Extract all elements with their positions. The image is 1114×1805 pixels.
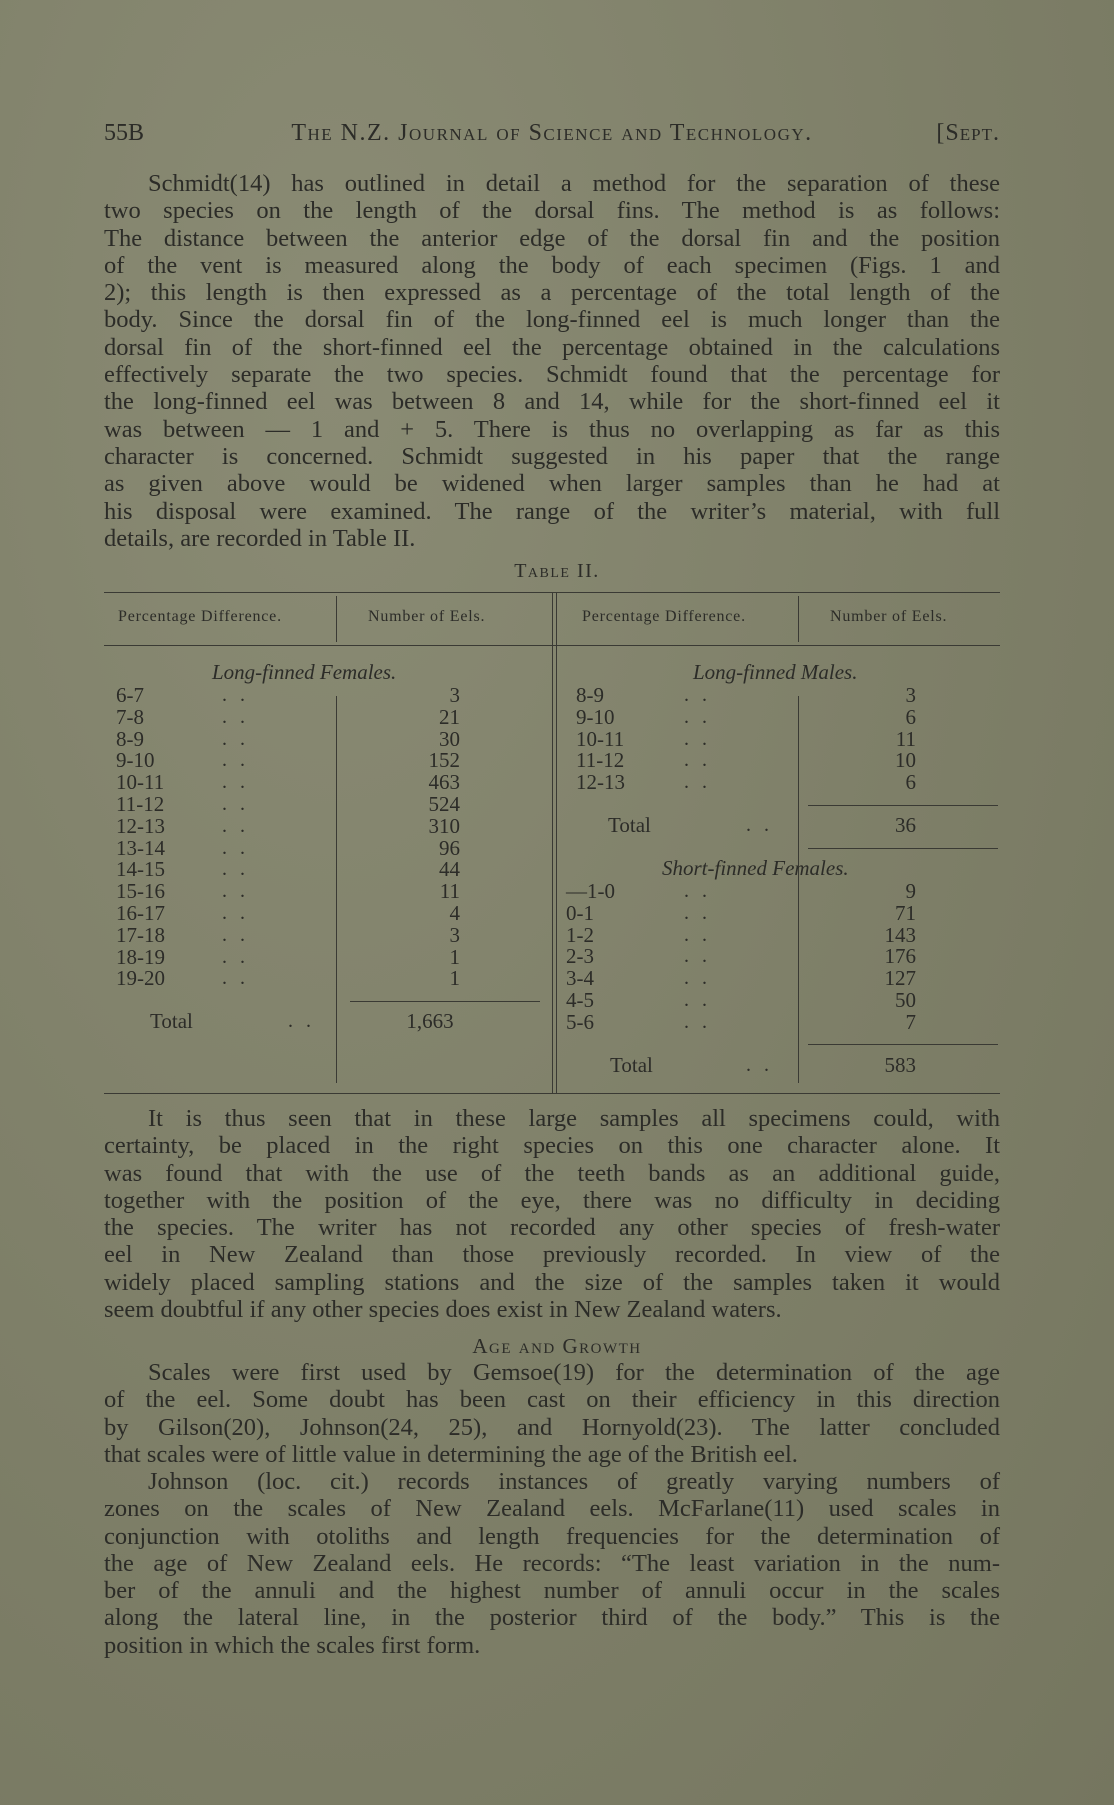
subheading-short-finned-females: Short-finned Females. (662, 856, 849, 880)
row-range: 9-10 (116, 748, 155, 773)
text-line: ber of the annuli and the highest number of annuli occur in the scales (104, 1577, 1000, 1605)
text-line: the species. The writer has not recorded any other species of fresh-water (104, 1214, 1000, 1242)
text-line: body. Since the dorsal fin of the long-finned eel is much longer than the (104, 306, 1000, 334)
leader-dots: . . (222, 967, 249, 990)
text-line: It is thus seen that in these large samples all specimens could, with (148, 1105, 1000, 1132)
total-value: 36 (895, 813, 916, 837)
row-count: 152 (428, 748, 460, 773)
leader-dots: . . (222, 923, 249, 946)
row-range: 16-17 (116, 901, 165, 925)
row-range: 15-16 (116, 879, 165, 904)
text-line: certainty, be placed in the right species on this one character alone. It (104, 1132, 1000, 1160)
row-count: 3 (449, 922, 460, 947)
row-count: 143 (884, 922, 916, 947)
row-range: 11-12 (576, 748, 625, 773)
text-line: dorsal fin of the short-finned eel the percentage obtained in the calculations (104, 333, 1000, 361)
row-count: 524 (428, 792, 460, 816)
header-num-left: Number of Eels. (368, 608, 486, 625)
row-range: 5-6 (566, 1009, 594, 1034)
text-line: position in which the scales first form. (104, 1631, 481, 1659)
row-range: 11-12 (116, 792, 165, 816)
row-range: 1-2 (566, 922, 594, 947)
row-range: 10-11 (116, 770, 165, 795)
paragraph-schmidt-method (104, 170, 1000, 552)
section-heading: Age and Growth (472, 1334, 642, 1358)
row-count: 6 (905, 704, 916, 729)
paragraph-conclusion (104, 1105, 1000, 1323)
col-divider (336, 696, 337, 1083)
journal-title: The N.Z. Journal of Science and Technology. (291, 120, 813, 146)
total-label: Total (608, 813, 651, 837)
leader-dots: . . (222, 727, 249, 750)
row-range: 19-20 (116, 966, 165, 991)
row-range: 6-7 (116, 683, 144, 707)
total-value: 583 (884, 1053, 916, 1077)
row-count: 6 (905, 770, 916, 795)
leader-dots: . . (222, 902, 249, 924)
total-rule (808, 1044, 998, 1045)
header-pct-left: Percentage Difference. (118, 608, 282, 625)
page-number: 55B (104, 120, 145, 146)
row-count: 11 (439, 879, 460, 904)
leader-dots: . . (684, 1010, 711, 1033)
text-line: was between — 1 and + 5. There is thus no overlapping as far as this (104, 415, 1000, 443)
paragraph-johnson (104, 1468, 1000, 1659)
leader-dots: . . (684, 989, 711, 1011)
row-count: 71 (895, 900, 916, 925)
row-range: 4-5 (566, 988, 594, 1012)
row-range: 12-13 (576, 770, 625, 795)
row-count: 7 (905, 1009, 916, 1034)
leader-dots: . . (684, 749, 711, 772)
leader-dots: . . (222, 836, 249, 859)
row-range: 8-9 (116, 726, 144, 751)
leader-dots: . . (222, 705, 249, 728)
text-line: Schmidt(14) has outlined in detail a method for the separation of these (148, 170, 1000, 197)
row-count: 310 (428, 813, 460, 838)
text-line: widely placed sampling stations and the size of the samples taken it would (104, 1268, 1000, 1296)
issue-month: [Sept. (936, 120, 1000, 146)
row-range: 7-8 (116, 704, 144, 729)
row-count: 1 (449, 944, 460, 969)
row-range: 18-19 (116, 944, 165, 969)
leader-dots: . . (684, 967, 711, 990)
text-line: of the eel. Some doubt has been cast on their efficiency in this direction (104, 1386, 1000, 1414)
col-divider (798, 596, 799, 642)
leader-dots: . . (684, 684, 711, 706)
header-num-right: Number of Eels. (830, 608, 948, 625)
row-range: 13-14 (116, 835, 165, 860)
text-line: along the lateral line, in the posterior third of the body.” This is the (104, 1604, 1000, 1632)
row-range: 14-15 (116, 857, 165, 882)
row-range: 9-10 (576, 704, 615, 729)
leader-dots: . . (684, 945, 711, 968)
total-label: Total (610, 1053, 653, 1077)
row-count: 3 (905, 683, 916, 707)
text-line: details, are recorded in Table II. (104, 524, 416, 552)
leader-dots: . . (222, 814, 249, 837)
text-line: was found that with the use of the teeth bands as an additional guide, (104, 1159, 1000, 1187)
text-line: conjunction with otoliths and length frequencies for the determination of (104, 1522, 1000, 1550)
row-range: 3-4 (566, 966, 594, 991)
col-divider (798, 696, 799, 1083)
leader-dots: . . (222, 771, 249, 794)
col-divider (336, 596, 337, 642)
total-label: Total (150, 1009, 193, 1033)
text-line: effectively separate the two species. Schmidt found that the percentage for (104, 361, 1000, 389)
text-line: as given above would be widened when larger samples than he had at (104, 470, 1000, 498)
leader-dots: . . (222, 945, 249, 968)
leader-dots: . . (746, 814, 773, 836)
leader-dots: . . (684, 727, 711, 750)
row-count: 11 (895, 726, 916, 751)
table-caption: Table II. (514, 560, 600, 582)
leader-dots: . . (288, 1010, 315, 1032)
text-line: the long-finned eel was between 8 and 14, while for the short-finned eel it (104, 388, 1000, 416)
text-line: the age of New Zealand eels. He records: “The least variation in the num- (104, 1549, 1000, 1577)
leader-dots: . . (684, 705, 711, 728)
row-count: 127 (884, 966, 916, 991)
text-line: Johnson (loc. cit.) records instances of greatly varying numbers of (148, 1468, 1000, 1495)
text-line: by Gilson(20), Johnson(24, 25), and Hornyold(23). The latter concluded (104, 1413, 1000, 1441)
leader-dots: . . (222, 858, 249, 881)
leader-dots: . . (684, 880, 711, 902)
row-count: 10 (895, 748, 916, 773)
col-divider (552, 592, 553, 1093)
row-count: 30 (439, 726, 460, 751)
leader-dots: . . (222, 880, 249, 903)
text-line: The distance between the anterior edge of the dorsal fin and the position (104, 224, 1000, 252)
row-range: 17-18 (116, 922, 165, 947)
leader-dots: . . (684, 901, 711, 924)
text-line: eel in New Zealand than those previously recorded. In view of the (104, 1241, 1000, 1269)
header-pct-right: Percentage Difference. (582, 608, 746, 625)
leader-dots: . . (222, 684, 249, 706)
row-count: 21 (439, 704, 460, 729)
running-header (104, 120, 1000, 156)
total-rule (350, 1001, 540, 1002)
row-range: —1-0 (566, 879, 615, 903)
subheading-long-finned-males: Long-finned Males. (693, 660, 858, 684)
text-line: his disposal were examined. The range of the writer’s material, with full (104, 497, 1000, 525)
row-count: 44 (439, 857, 460, 882)
text-line: character is concerned. Schmidt suggested in his paper that the range (104, 442, 1000, 470)
row-count: 9 (905, 879, 916, 903)
row-count: 463 (428, 770, 460, 795)
total-value: 1,663 (406, 1009, 454, 1033)
text-line: seem doubtful if any other species does exist in New Zealand waters. (104, 1296, 782, 1324)
text-line: that scales were of little value in determining the age of the British eel. (104, 1440, 798, 1468)
row-range: 10-11 (576, 726, 625, 751)
text-line: zones on the scales of New Zealand eels. McFarlane(11) used scales in (104, 1495, 1000, 1523)
table-bottom-rule (104, 1093, 1000, 1094)
row-range: 8-9 (576, 683, 604, 707)
text-line: 2); this length is then expressed as a percentage of the total length of the (104, 279, 1000, 307)
row-count: 96 (439, 835, 460, 860)
leader-dots: . . (222, 749, 249, 772)
row-range: 2-3 (566, 944, 594, 969)
row-count: 1 (449, 966, 460, 991)
total-rule (808, 805, 998, 806)
leader-dots: . . (746, 1054, 773, 1076)
text-line: two species on the length of the dorsal fins. The method is as follows: (104, 197, 1000, 225)
leader-dots: . . (684, 923, 711, 946)
subheading-long-finned-females: Long-finned Females. (212, 660, 397, 684)
leader-dots: . . (684, 771, 711, 794)
row-range: 12-13 (116, 813, 165, 838)
row-range: 0-1 (566, 900, 594, 925)
text-line: together with the position of the eye, there was no difficulty in deciding (104, 1186, 1000, 1214)
text-line: of the vent is measured along the body of each specimen (Figs. 1 and (104, 251, 1000, 279)
paragraph-scales (104, 1359, 1000, 1468)
text-line: Scales were first used by Gemsoe(19) for the determination of the age (148, 1359, 1000, 1386)
row-count: 4 (449, 901, 460, 925)
total-rule (808, 848, 998, 849)
row-count: 176 (884, 944, 916, 969)
row-count: 50 (895, 988, 916, 1012)
leader-dots: . . (222, 793, 249, 815)
row-count: 3 (449, 683, 460, 707)
col-divider (556, 592, 557, 1093)
